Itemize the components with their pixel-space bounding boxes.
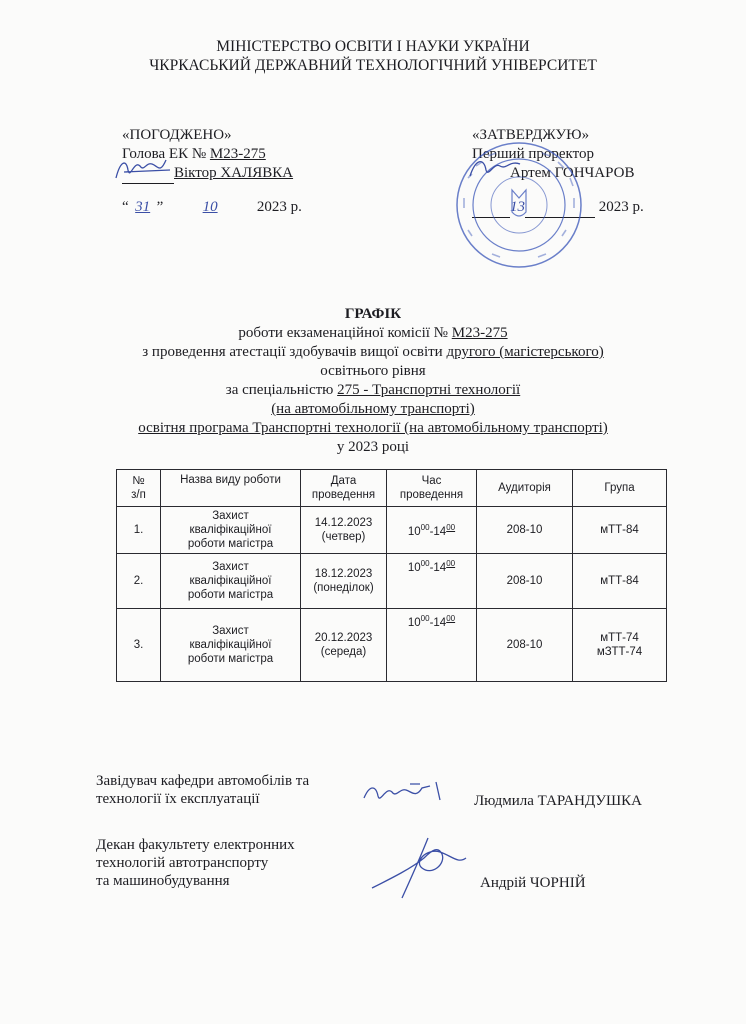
agreed-commission: М23-275 (209, 146, 266, 162)
agreed-date-close-quote: ” (156, 199, 164, 215)
header-group: Група (573, 470, 667, 507)
title-line-4: за спеціальністю 275 - Транспортні технології (225, 382, 521, 398)
approved-label: «ЗАТВЕРДЖУЮ» (472, 127, 590, 143)
agreed-position-prefix: Голова ЕК № (122, 146, 210, 162)
header-num: № з/п (117, 470, 161, 507)
agreed-year: 2023 р. (256, 199, 302, 215)
cell-room: 208-10 (477, 507, 573, 554)
agreed-month: 10 (202, 199, 218, 215)
table-header-row (117, 470, 667, 507)
university-name: ЧКРКАСЬКИЙ ДЕРЖАВНИЙ ТЕХНОЛОГІЧНИЙ УНІВЕРСИТЕТ (149, 57, 597, 74)
head-name: Людмила ТАРАНДУШКА (474, 793, 643, 809)
cell-num: 1. (117, 507, 161, 554)
dean-position-line-3: та машинобудування (96, 873, 230, 889)
approved-year: 2023 р. (598, 199, 644, 215)
cell-time: $10^{00}-14^{00}$ (387, 554, 477, 609)
header-date: Дата проведення (301, 470, 387, 507)
cell-work: Захист кваліфікаційної роботи магістра (161, 554, 301, 609)
header-work: Назва виду роботи (161, 470, 301, 507)
cell-date: 14.12.2023 (четвер) (301, 507, 387, 554)
approved-handwritten-signature (466, 154, 526, 184)
header-time: Час проведення (387, 470, 477, 507)
dean-position-line-2: технологій автотранспорту (96, 855, 269, 871)
title-line-1: роботи екзаменаційної комісії № М23-275 (238, 325, 508, 341)
cell-date: 18.12.2023 (понеділок) (301, 554, 387, 609)
dean-position-line-1: Декан факультету електронних (96, 837, 295, 853)
schedule-table (116, 469, 667, 682)
document-heading: ГРАФІК (344, 306, 402, 322)
agreed-name: Віктор ХАЛЯВКА (174, 165, 294, 181)
table-row (117, 554, 667, 609)
table-row (117, 507, 667, 554)
title-commission: М23-275 (451, 325, 508, 341)
agreed-handwritten-signature (110, 152, 180, 186)
cell-work: Захист кваліфікаційної роботи магістра (161, 507, 301, 554)
cell-time: $10^{00}-14^{00}$ (387, 609, 477, 682)
title-line-2: з проведення атестації здобувачів вищої освіти другого (магістерського) (142, 344, 604, 360)
head-handwritten-signature (360, 776, 452, 810)
cell-time: $10^{00}-14^{00}$ (387, 507, 477, 554)
cell-group: мТТ-74 мЗТТ-74 (573, 609, 667, 682)
cell-group: мТТ-84 (573, 554, 667, 609)
approved-position: Перший проректор (472, 146, 594, 162)
approved-name: Артем ГОНЧАРОВ (510, 165, 635, 181)
title-line-5: (на автомобільному транспорті) (271, 401, 475, 417)
title-program: освітня програма Транспортні технології (на автомобільному транспорті) (138, 420, 608, 436)
agreed-label: «ПОГОДЖЕНО» (122, 127, 232, 143)
header-room: Аудиторія (477, 470, 573, 507)
agreed-date (122, 198, 302, 217)
cell-room: 208-10 (477, 609, 573, 682)
table-row (117, 609, 667, 682)
dean-handwritten-signature (362, 828, 474, 902)
approved-day: 13 (510, 199, 525, 215)
title-line-3: освітнього рівня (320, 363, 426, 379)
cell-num: 2. (117, 554, 161, 609)
ministry-name: МІНІСТЕРСТВО ОСВІТИ І НАУКИ УКРАЇНИ (216, 38, 530, 55)
cell-date: 20.12.2023 (середа) (301, 609, 387, 682)
dean-name: Андрій ЧОРНІЙ (480, 875, 586, 891)
title-specialty: 275 - Транспортні технології (337, 382, 521, 398)
title-line-6 (0, 419, 746, 438)
agreed-date-open-quote: “ (122, 199, 129, 215)
cell-group: мТТ-84 (573, 507, 667, 554)
cell-work: Захист кваліфікаційної роботи магістра (161, 609, 301, 682)
cell-room: 208-10 (477, 554, 573, 609)
agreed-day: 31 (135, 199, 151, 215)
head-position-line-1: Завідувач кафедри автомобілів та (96, 773, 310, 789)
cell-num: 3. (117, 609, 161, 682)
title-education-level: другого (магістерського) (446, 344, 604, 360)
head-position-line-2: технології їх експлуатації (96, 791, 260, 807)
title-line-7: у 2023 році (336, 439, 410, 455)
